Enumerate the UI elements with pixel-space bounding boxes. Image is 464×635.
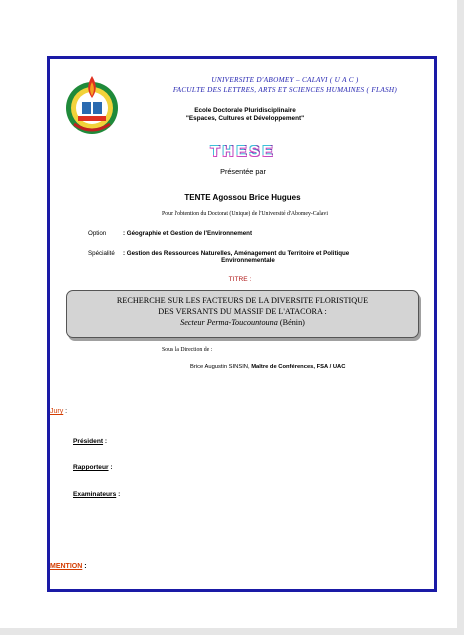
- thesis-sector: Secteur Perma-Toucountouna: [180, 318, 278, 327]
- page-shadow-right: [457, 0, 464, 635]
- degree-purpose: Pour l'obtention du Doctorat (Unique) de l'Université d'Abomey-Calavi: [162, 211, 328, 217]
- doctoral-school-name: Ecole Doctorale Pluridisciplinaire: [194, 107, 296, 114]
- mention-heading: [50, 563, 87, 570]
- title-label: TITRE :: [228, 276, 252, 283]
- option-value: : Géographie et Gestion de l'Environnement: [123, 230, 253, 237]
- examinateurs-suffix: :: [116, 491, 121, 498]
- document-type-heading: THESE: [210, 143, 276, 160]
- thesis-country: (Bénin): [277, 318, 305, 327]
- director-name: Brice Augustin SINSIN,: [190, 364, 252, 370]
- jury-heading: [50, 408, 67, 415]
- specialite-label: Spécialité: [88, 250, 115, 257]
- examinateurs-label: Examinateurs: [73, 491, 117, 498]
- rapporteur-suffix: :: [108, 464, 113, 471]
- option-label: Option: [88, 230, 107, 237]
- president-suffix: :: [103, 438, 108, 445]
- president-row: [73, 438, 107, 445]
- director-line: [190, 364, 345, 370]
- specialite-value-line2: Environnementale: [221, 257, 275, 264]
- doctoral-school-theme: "Espaces, Cultures et Développement": [185, 115, 305, 122]
- faculty-name: FACULTE DES LETTRES, ARTS ET SCIENCES HUMAINES ( FLASH): [172, 86, 398, 94]
- mention-suffix: :: [82, 563, 87, 570]
- director-rank: Maître de Conférences, FSA / UAC: [251, 364, 346, 370]
- university-name: UNIVERSITE D'ABOMEY – CALAVI ( U A C ): [211, 76, 359, 84]
- rapporteur-label: Rapporteur: [73, 464, 109, 471]
- author-name: TENTE Agossou Brice Hugues: [184, 193, 301, 202]
- thesis-title-box: [66, 290, 419, 338]
- page-shadow-bottom: [0, 628, 464, 635]
- jury-suffix: :: [63, 408, 68, 415]
- thesis-title-sector-line: [67, 317, 418, 328]
- mention-label: MENTION: [50, 563, 83, 570]
- university-logo-icon: [64, 72, 120, 136]
- president-label: Président: [73, 438, 104, 445]
- direction-label: Sous la Direction de :: [162, 347, 213, 353]
- thesis-title-line1: RECHERCHE SUR LES FACTEURS DE LA DIVERSITE FLORISTIQUE: [116, 296, 369, 305]
- rapporteur-row: [73, 464, 113, 471]
- thesis-title-line2: DES VERSANTS DU MASSIF DE L'ATACORA :: [158, 307, 327, 316]
- jury-label: Jury: [50, 408, 64, 415]
- specialite-value-line1: : Gestion des Ressources Naturelles, Aménagement du Territoire et Politique: [123, 250, 350, 257]
- examinateurs-row: [73, 491, 120, 498]
- presented-by-label: Présentée par: [220, 167, 266, 176]
